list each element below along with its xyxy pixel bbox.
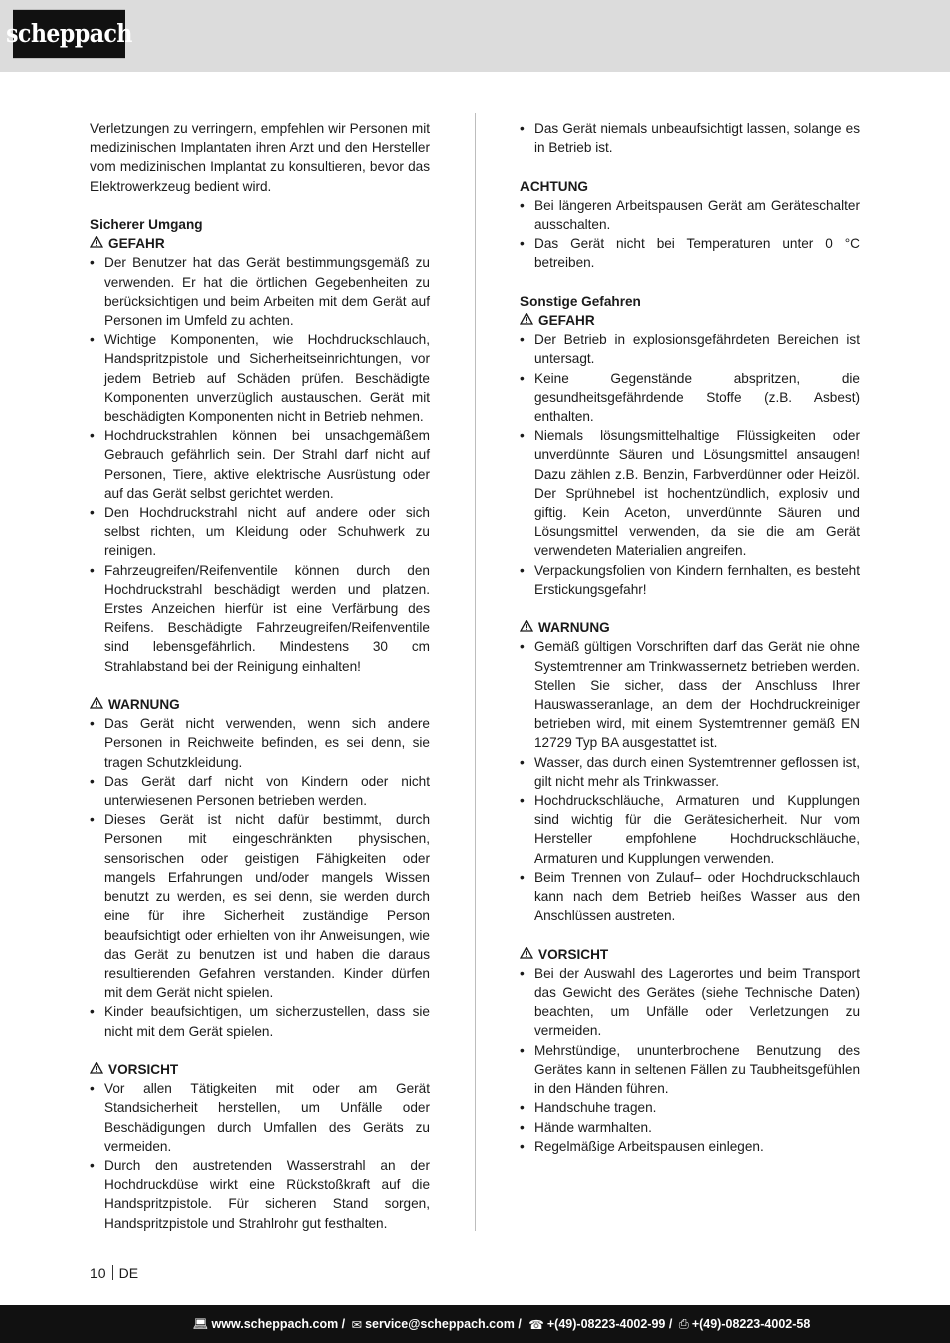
list-item: • Bei der Auswahl des Lagerortes und beim Transport das Gewicht des Gerätes (siehe Technische Daten) beachten, um Unfälle oder Verletzungen zu vermeiden. <box>520 964 860 1041</box>
list-item: • Das Gerät nicht bei Temperaturen unter 0 °C betreiben. <box>520 234 860 272</box>
gefahr-list <box>90 253 430 675</box>
achtung-list <box>520 196 860 273</box>
list-item: • Wasser, das durch einen Systemtrenner geflossen ist, gilt nicht mehr als Trinkwasser. <box>520 753 860 791</box>
warnung-list <box>520 637 860 925</box>
list-item: • Der Benutzer hat das Gerät bestimmungsgemäß zu verwenden. Er hat die örtlichen Gegebenheiten zu berücksichtigen und beim Arbeiten mit dem Gerät auf Personen im Umfeld zu achten. <box>90 253 430 330</box>
email-icon: ✉︎ <box>351 1317 363 1332</box>
footer-phone: +(49)-08223-4002-99 <box>546 1317 666 1331</box>
gefahr-heading: GEFAHR <box>520 311 860 330</box>
list-item: • Das Gerät nicht verwenden, wenn sich andere Personen in Reichweite befinden, es sei denn, sie tragen Schutzkleidung. <box>90 714 430 772</box>
gefahr-list <box>520 330 860 599</box>
warnung-heading: WARNUNG <box>90 695 430 714</box>
vorsicht-heading: VORSICHT <box>520 945 860 964</box>
footer-fax: +(49)-08223-4002-58 <box>691 1317 811 1331</box>
warning-triangle-icon <box>520 945 533 964</box>
phone-icon: ☎︎ <box>528 1317 544 1332</box>
footer-email-link[interactable]: service@scheppach.com <box>365 1317 515 1331</box>
list-item: • Fahrzeugreifen/Reifenventile können durch den Hochdruckstrahl beschädigt werden und platzen. Erstes Anzeichen hierfür ist eine Verfärbung des Reifens. Beschädigte Fahrzeugreifen/Reifenventile sind lebensgefährlich. Mindestens 30 cm Strahlabstand bei der Reinigung einhalten! <box>90 561 430 676</box>
list-item: • Regelmäßige Arbeitspausen einlegen. <box>520 1137 860 1156</box>
warning-triangle-icon <box>90 1060 103 1079</box>
section-title-sonstige-gefahren: Sonstige Gefahren <box>520 293 641 309</box>
list-item: • Kinder beaufsichtigen, um sicherzustellen, dass sie nicht mit dem Gerät spielen. <box>90 1002 430 1040</box>
page-number: 10 DE <box>90 1265 139 1281</box>
list-item: • Das Gerät niemals unbeaufsichtigt lassen, solange es in Betrieb ist. <box>520 119 860 157</box>
list-item: • Den Hochdruckstrahl nicht auf andere oder sich selbst richten, um Kleidung oder Schuhwerk zu reinigen. <box>90 503 430 561</box>
list-item: • Mehrstündige, ununterbrochene Benutzung des Gerätes kann in seltenen Fällen zu Taubheitsgefühlen in den Händen führen. <box>520 1041 860 1099</box>
warning-triangle-icon <box>90 234 103 253</box>
vorsicht-heading: VORSICHT <box>90 1060 430 1079</box>
list-item: • Dieses Gerät ist nicht dafür bestimmt, durch Personen mit eingeschränkten physischen, sensorischen oder geistigen Fähigkeiten oder mangels Erfahrungen und/oder mangels Wissen benutzt zu werden, es sei denn, sie werden durch eine für ihre Sicherheit zuständige Person beaufsichtigt oder erhielten von ihr Anweisungen, wie das Gerät zu benutzen ist und haben die daraus resultierenden Gefahren verstanden. Kinder dürfen mit dem Gerät nicht spielen. <box>90 810 430 1002</box>
list-item: • Vor allen Tätigkeiten mit oder am Gerät Standsicherheit herstellen, um Unfälle oder Beschädigungen durch Umfallen des Geräts zu vermeiden. <box>90 1079 430 1156</box>
warning-triangle-icon <box>520 311 533 330</box>
list-item: • Wichtige Komponenten, wie Hochdruckschlauch, Handspritzpistole und Sicherheitseinrichtungen, vor jedem Betrieb auf Schäden prüfen. Beschädigte Komponenten unverzüglich austauschen. Gerät mit beschädigten Komponenten nicht in Betrieb nehmen. <box>90 330 430 426</box>
top-list <box>520 119 860 157</box>
list-item: • Hochdruckstrahlen können bei unsachgemäßem Gebrauch gefährlich sein. Der Strahl darf nicht auf Personen, Tiere, aktive elektrische Ausrüstung oder auf das Gerät selbst gerichtet werden. <box>90 426 430 503</box>
list-item: • Durch den austretenden Wasserstrahl an der Hochdruckdüse wirkt eine Rückstoßkraft auf die Handspritzpistole. Für sicheren Stand sorgen, Handspritzpistole und Strahlrohr gut festhalten. <box>90 1156 430 1233</box>
right-column <box>520 119 860 1156</box>
list-item: • Hände warmhalten. <box>520 1118 860 1137</box>
footer-web-link[interactable]: www.scheppach.com <box>211 1317 339 1331</box>
warnung-heading: WARNUNG <box>520 618 860 637</box>
header-band <box>0 0 950 72</box>
vorsicht-list <box>90 1079 430 1233</box>
brand-logo: scheppach <box>13 10 125 58</box>
section-title-sicherer-umgang: Sicherer Umgang <box>90 217 203 232</box>
achtung-heading: ACHTUNG <box>520 178 588 194</box>
list-item: • Gemäß gültigen Vorschriften darf das Gerät nie ohne Systemtrenner am Trinkwassernetz betrieben werden. Stellen Sie sicher, dass der Anschluss Ihrer Hauswasseranlage, an dem der Hochdruckreiniger betrieben wird, mit einem Systemtrenner gemäß EN 12729 Typ BA ausgestattet ist. <box>520 637 860 752</box>
vorsicht-list <box>520 964 860 1156</box>
list-item: • Verpackungsfolien von Kindern fernhalten, es besteht Erstickungsgefahr! <box>520 561 860 599</box>
list-item: • Der Betrieb in explosionsgefährdeten Bereichen ist untersagt. <box>520 330 860 368</box>
column-divider <box>475 113 476 1231</box>
list-item: • Bei längeren Arbeitspausen Gerät am Geräteschalter ausschalten. <box>520 196 860 234</box>
list-item: • Keine Gegenstände abspritzen, die gesundheitsgefährdende Stoffe (z.B. Asbest) enthalten. <box>520 369 860 427</box>
left-column <box>90 119 430 1233</box>
list-item: • Das Gerät darf nicht von Kindern oder nicht unterwiesenen Personen betrieben werden. <box>90 772 430 810</box>
list-item: • Hochdruckschläuche, Armaturen und Kupplungen sind wichtig für die Gerätesicherheit. Nur vom Hersteller empfohlene Hochdruckschläuche, Armaturen und Kupplungen verwenden. <box>520 791 860 868</box>
gefahr-heading: GEFAHR <box>90 234 430 253</box>
list-item: • Niemals lösungsmittelhaltige Flüssigkeiten oder unverdünnte Säuren und Lösungsmittel ansaugen! Dazu zählen z.B. Benzin, Farbverdünner oder Heizöl. Der Sprühnebel ist hochentzündlich, explosiv und giftig. Kein Aceton, unverdünnte Säuren und Lösungsmittel verwenden, da sie die am Gerät verwendeten Materialien angreifen. <box>520 426 860 560</box>
list-item: • Handschuhe tragen. <box>520 1098 860 1117</box>
list-item: • Beim Trennen von Zulauf– oder Hochdruckschlauch kann nach dem Betrieb heißes Wasser aus den Anschlüssen austreten. <box>520 868 860 926</box>
intro-paragraph: Verletzungen zu verringern, empfehlen wir Personen mit medizinischen Implantaten ihren Arzt und den Hersteller vom medizinischen Implantat zu konsultieren, bevor das Elektrowerkzeug bedient wird. <box>90 121 430 194</box>
warnung-list <box>90 714 430 1040</box>
computer-icon: 💻︎ <box>192 1316 209 1331</box>
warning-triangle-icon <box>90 695 103 714</box>
fax-icon: ⎙︎ <box>678 1316 689 1331</box>
footer-bar: 💻︎ www.scheppach.com / ✉︎ service@scheppach.com / ☎︎ +(49)-08223-4002-99 / ⎙︎ +(49)-08223-4002-58 <box>0 1305 950 1343</box>
warning-triangle-icon <box>520 618 533 637</box>
